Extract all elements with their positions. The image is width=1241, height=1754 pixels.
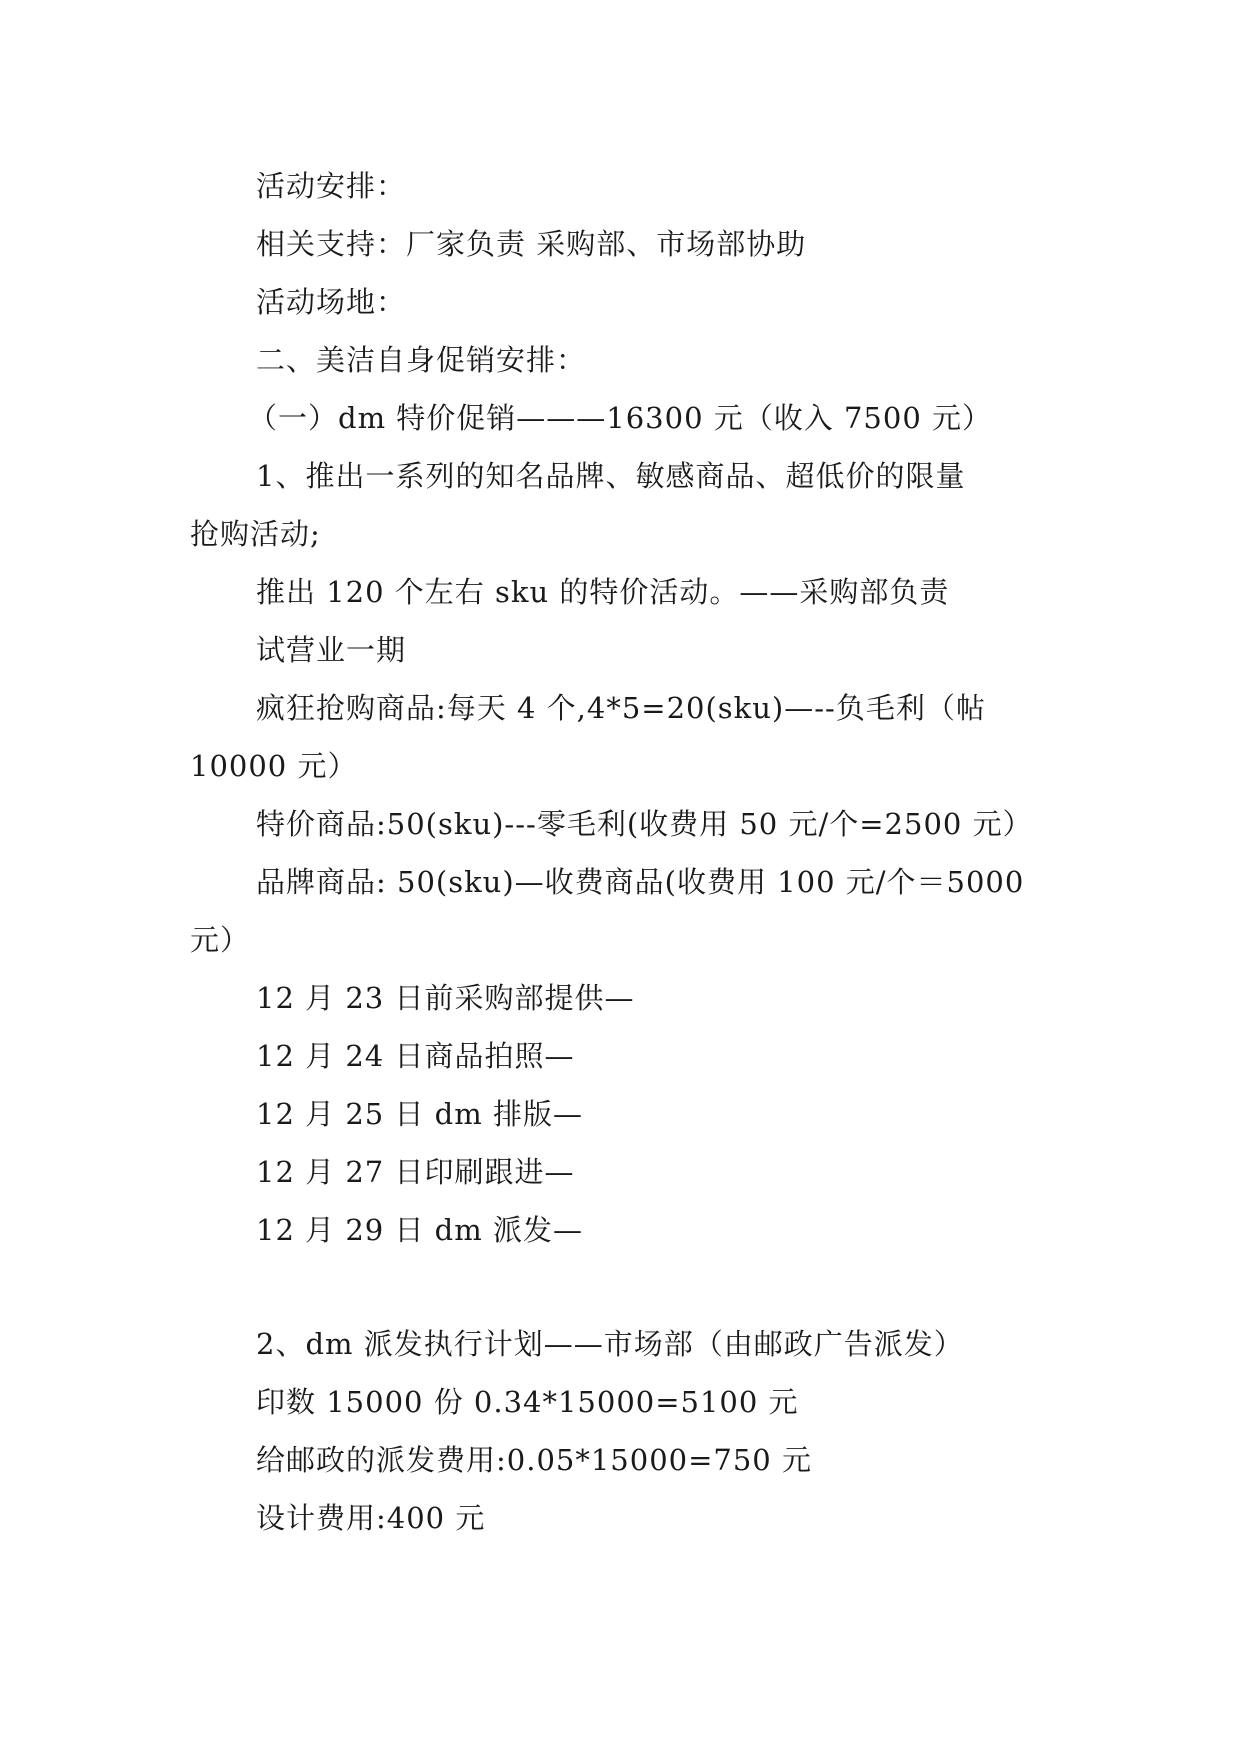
section-heading-self-promotion: 二、美洁自身促销安排： [256,343,587,377]
trial-operation-phase-line: 试营业一期 [256,633,407,667]
flash-sale-goods-line-1: 疯狂抢购商品:每天 4 个,4*5=20(sku)—--负毛利（帖 [256,691,986,725]
special-price-goods-line: 特价商品:50(sku)---零毛利(收费用 50 元/个=2500 元） [256,807,1033,841]
subsection-heading-dm-promotion: （一）dm 特价促销———16300 元（收入 7500 元） [248,401,992,435]
brand-goods-line-2: 元） [190,923,251,957]
related-support-line: 相关支持：厂家负责 采购部、市场部协助 [256,227,807,261]
brand-goods-line-1: 品牌商品: 50(sku)—收费商品(收费用 100 元/个＝5000 [256,865,1025,899]
postal-distribution-fee-line: 给邮政的派发费用:0.05*15000=750 元 [256,1443,812,1477]
design-fee-line: 设计费用:400 元 [256,1501,486,1535]
schedule-item-dec-29: 12 月 29 日 dm 派发— [256,1213,583,1247]
sku-special-offer-line: 推出 120 个左右 sku 的特价活动。——采购部负责 [256,575,950,609]
schedule-item-dec-23: 12 月 23 日前采购部提供— [256,981,635,1015]
schedule-item-dec-27: 12 月 27 日印刷跟进— [256,1155,575,1189]
activity-arrangement-label: 活动安排： [256,169,407,203]
activity-venue-label: 活动场地： [256,285,407,319]
dm-distribution-plan-heading: 2、dm 派发执行计划——市场部（由邮政广告派发） [256,1327,964,1361]
flash-sale-goods-line-2: 10000 元） [190,749,358,783]
schedule-item-dec-25: 12 月 25 日 dm 排版— [256,1097,583,1131]
paragraph-item-1-line-2: 抢购活动; [190,517,321,551]
print-quantity-line: 印数 15000 份 0.34*15000=5100 元 [256,1385,799,1419]
schedule-item-dec-24: 12 月 24 日商品拍照— [256,1039,575,1073]
paragraph-item-1-line-1: 1、推出一系列的知名品牌、敏感商品、超低价的限量 [256,459,966,493]
